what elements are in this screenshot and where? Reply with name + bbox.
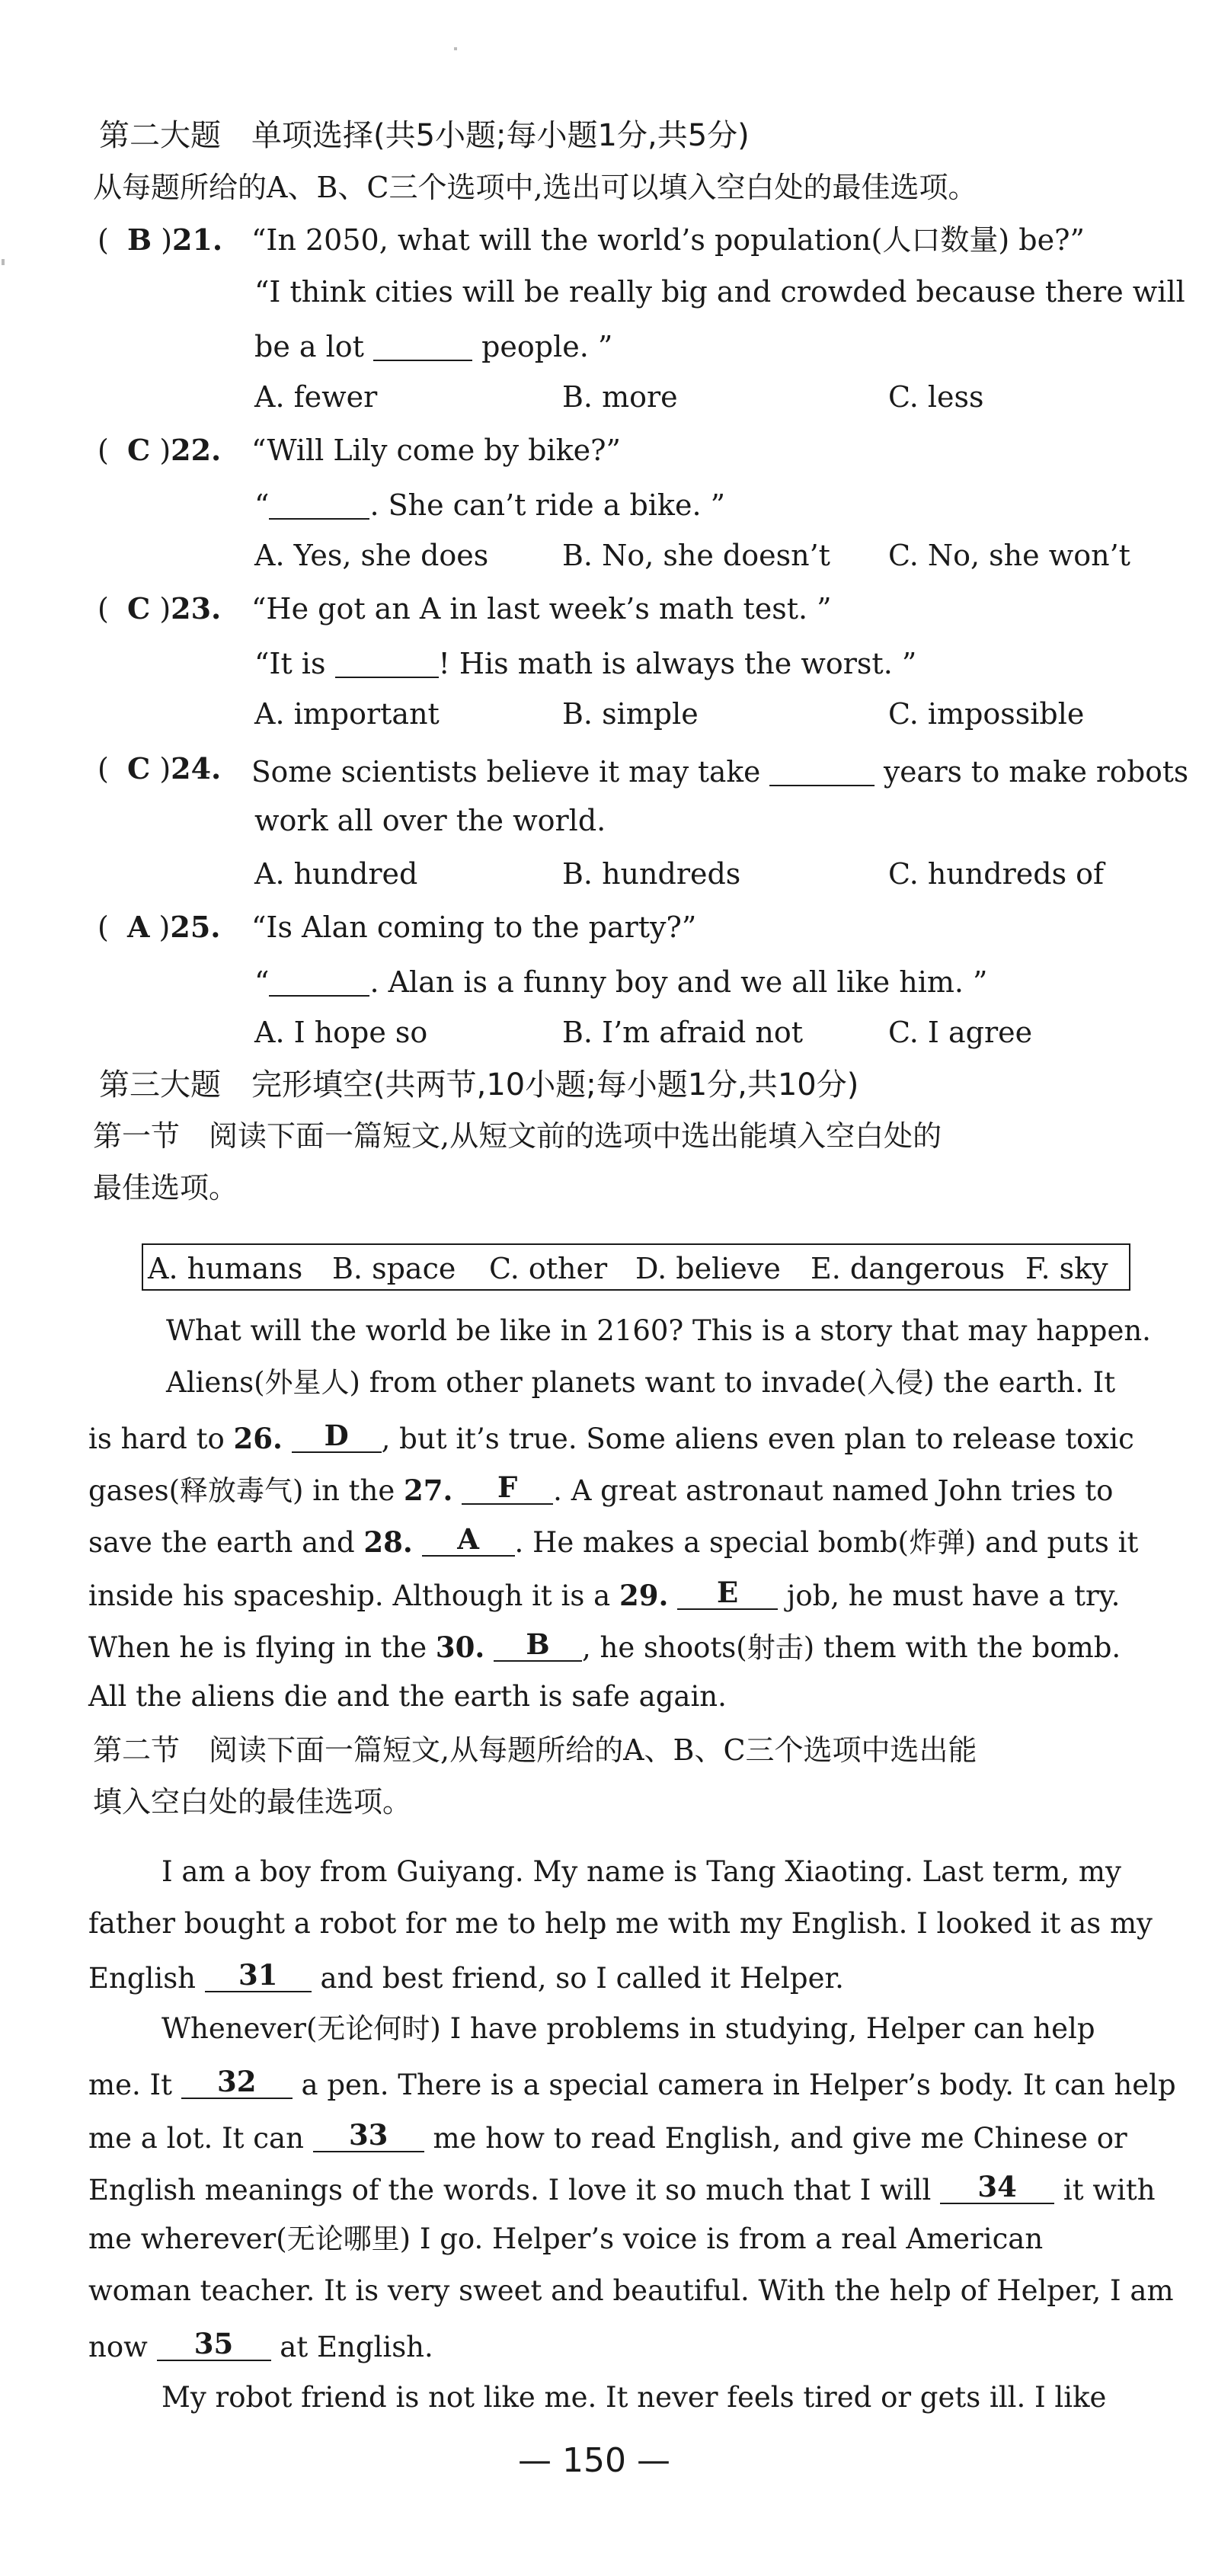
answer-28: A: [422, 1525, 515, 1557]
passage2-p1-line-3: English 31 and best friend, so I called it Helper.: [88, 1958, 844, 1995]
section3-heading: 第三大题 完形填空(共两节,10小题;每小题1分,共10分): [99, 1067, 859, 1102]
question-21-line-1: “In 2050, what will the world’s population(人口数量) be?”: [251, 223, 1085, 257]
word-bank-option-c: C. other: [489, 1252, 608, 1285]
question-23-option-c: C. impossible: [888, 697, 1085, 731]
blank-31: 31: [205, 1961, 312, 1992]
passage2-p2-line-6: woman teacher. It is very sweet and beautiful. With the help of Helper, I am: [88, 2274, 1174, 2307]
question-22-answer: ( C )22.: [98, 433, 222, 467]
question-22-line-2: “ . She can’t ride a bike. ”: [254, 488, 726, 522]
question-21-answer: ( B )21.: [98, 222, 223, 257]
answer-29: E: [677, 1579, 778, 1610]
word-bank-option-e: E. dangerous: [811, 1252, 1006, 1285]
answer-27: F: [462, 1474, 553, 1505]
question-21-option-c: C. less: [888, 380, 984, 414]
question-24-option-a: A. hundred: [254, 857, 418, 891]
question-21-line-3: be a lot people. ”: [254, 329, 613, 363]
blank-35: 35: [157, 2330, 271, 2361]
word-bank-option-b: B. space: [332, 1252, 456, 1285]
passage1-line-5: save the earth and 28. A . He makes a special bomb(炸弹) and puts it: [88, 1522, 1139, 1559]
page-number: — 150 —: [518, 2441, 670, 2480]
passage2-p2-line-5: me wherever(无论哪里) I go. Helper’s voice is from a real American: [88, 2222, 1044, 2255]
blank-32: 32: [181, 2068, 293, 2099]
word-bank-option-d: D. believe: [635, 1252, 781, 1285]
blank: [373, 329, 472, 361]
section2-instruction: 从每题所给的A、B、C三个选项中,选出可以填入空白处的最佳选项。: [93, 171, 977, 204]
question-23-option-b: B. simple: [562, 697, 699, 731]
question-25-option-b: B. I’m afraid not: [562, 1016, 804, 1049]
question-23-answer: ( C )23.: [98, 591, 222, 626]
question-25-option-c: C. I agree: [888, 1016, 1033, 1049]
question-24-line-1: Some scientists believe it may take years to make robots: [251, 754, 1189, 789]
blank-34: 34: [940, 2173, 1054, 2204]
word-bank-option-f: F. sky: [1025, 1252, 1108, 1285]
passage2-p2-line-2: me. It 32 a pen. There is a special camera in Helper’s body. It can help: [88, 2065, 1176, 2101]
question-24-option-c: C. hundreds of: [888, 857, 1105, 891]
scan-mark: [2, 259, 5, 265]
question-23-line-1: “He got an A in last week’s math test. ”: [251, 592, 832, 626]
question-22-option-b: B. No, she doesn’t: [562, 539, 830, 572]
scan-mark: [454, 47, 457, 50]
passage1-line-7: When he is flying in the 30. B , he shoots(射击) them with the bomb.: [88, 1627, 1121, 1664]
passage2-p1-line-2: father bought a robot for me to help me with my English. I looked it as my: [88, 1907, 1153, 1940]
part2-instruction-line-1: 第二节 阅读下面一篇短文,从每题所给的A、B、C三个选项中选出能: [93, 1733, 977, 1767]
question-24-option-b: B. hundreds: [562, 857, 741, 891]
passage2-p2-line-1: Whenever(无论何时) I have problems in studying, Helper can help: [161, 2012, 1095, 2045]
question-25-line-2: “ . Alan is a funny boy and we all like him. ”: [254, 965, 988, 999]
question-22-line-1: “Will Lily come by bike?”: [251, 434, 621, 467]
passage1-line-8: All the aliens die and the earth is safe again.: [88, 1680, 727, 1713]
part1-instruction-line-1: 第一节 阅读下面一篇短文,从短文前的选项中选出能填入空白处的: [93, 1119, 942, 1153]
question-24-answer: ( C )24.: [98, 751, 222, 786]
question-25-line-1: “Is Alan coming to the party?”: [251, 910, 697, 944]
question-23-line-2: “It is ! His math is always the worst. ”: [254, 646, 917, 680]
word-bank-option-a: A. humans: [148, 1252, 303, 1285]
question-25-option-a: A. I hope so: [254, 1016, 428, 1049]
question-23-option-a: A. important: [254, 697, 440, 731]
question-21-option-b: B. more: [562, 380, 678, 414]
passage1-line-3: is hard to 26. D , but it’s true. Some aliens even plan to release toxic: [88, 1419, 1134, 1455]
passage2-p1-line-1: I am a boy from Guiyang. My name is Tang Xiaoting. Last term, my: [161, 1855, 1121, 1888]
answer-30: B: [494, 1630, 582, 1662]
passage1-line-6: inside his spaceship. Although it is a 29. E job, he must have a try.: [88, 1576, 1121, 1612]
question-24-line-2: work all over the world.: [254, 804, 606, 837]
blank: [335, 646, 439, 678]
section2-heading: 第二大题 单项选择(共5小题;每小题1分,共5分): [99, 118, 750, 153]
passage1-line-4: gases(释放毒气) in the 27. F . A great astronaut named John tries to: [88, 1470, 1114, 1507]
blank: [269, 965, 369, 997]
question-21-line-2: “I think cities will be really big and crowded because there will: [254, 275, 1185, 309]
part1-instruction-line-2: 最佳选项。: [93, 1171, 238, 1205]
answer-26: D: [292, 1422, 382, 1453]
passage2-p3-line-1: My robot friend is not like me. It never feels tired or gets ill. I like: [161, 2381, 1107, 2414]
blank-33: 33: [313, 2121, 424, 2152]
passage2-p2-line-7: now 35 at English.: [88, 2327, 433, 2363]
blank: [269, 488, 369, 520]
question-21-option-a: A. fewer: [254, 380, 378, 414]
blank: [769, 754, 874, 786]
passage1-line-2: Aliens(外星人) from other planets want to invade(入侵) the earth. It: [166, 1366, 1116, 1399]
part2-instruction-line-2: 填入空白处的最佳选项。: [93, 1785, 412, 1819]
question-22-option-a: A. Yes, she does: [254, 539, 489, 572]
question-22-option-c: C. No, she won’t: [888, 539, 1130, 572]
passage2-p2-line-3: me a lot. It can 33 me how to read English, and give me Chinese or: [88, 2118, 1127, 2155]
passage2-p2-line-4: English meanings of the words. I love it so much that I will 34 it with: [88, 2170, 1156, 2206]
question-25-answer: ( A )25.: [98, 910, 221, 944]
passage1-line-1: What will the world be like in 2160? This is a story that may happen.: [166, 1314, 1151, 1347]
